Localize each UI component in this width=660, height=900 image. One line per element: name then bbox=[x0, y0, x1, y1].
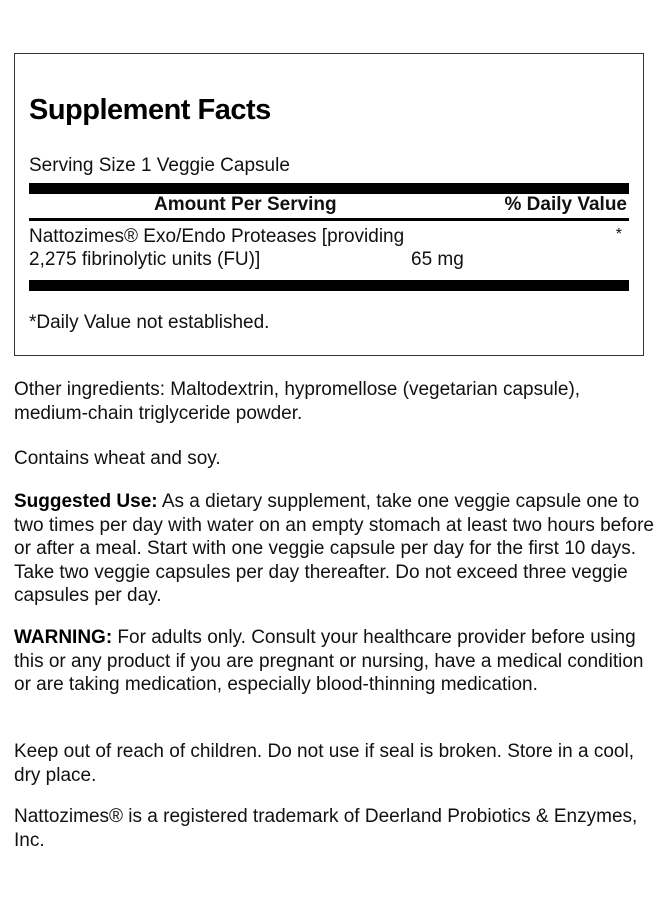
suggested-use-label: Suggested Use: bbox=[14, 491, 158, 512]
divider-thick-bottom bbox=[29, 280, 629, 291]
warning bbox=[14, 626, 654, 697]
divider-thin bbox=[29, 218, 629, 221]
warning-text: For adults only. Consult your healthcare provider before using this or any product if you are pregnant or nursing, have a medical condition or are taking medication, especially blood-thinning medication. bbox=[14, 627, 644, 695]
divider-thick-top bbox=[29, 183, 629, 194]
daily-value-header: % Daily Value bbox=[504, 194, 627, 215]
ingredient-daily-value: * bbox=[615, 226, 622, 243]
ingredient-amount: 65 mg bbox=[411, 249, 464, 270]
serving-size: Serving Size 1 Veggie Capsule bbox=[29, 155, 290, 176]
suggested-use bbox=[14, 490, 654, 608]
daily-value-footnote: *Daily Value not established. bbox=[29, 312, 270, 333]
ingredient-name-line2: 2,275 fibrinolytic units (FU)] bbox=[29, 249, 261, 270]
supplement-facts-panel bbox=[14, 53, 644, 356]
ingredient-name-line1: Nattozimes® Exo/Endo Proteases [providing bbox=[29, 226, 405, 247]
facts-title: Supplement Facts bbox=[29, 94, 271, 126]
suggested-use-text: As a dietary supplement, take one veggie capsule one to two times per day with water on an empty stomach at least two hours before or after a meal. Start with one veggie capsule per day for the first 10 days. Take two veggie capsules per day thereafter. Do not exceed three veggie capsules per day. bbox=[14, 491, 654, 606]
warning-label: WARNING: bbox=[14, 627, 113, 648]
storage-instructions: Keep out of reach of children. Do not use if seal is broken. Store in a cool, dry place. bbox=[14, 741, 634, 786]
allergen-statement: Contains wheat and soy. bbox=[14, 448, 221, 469]
other-ingredients: Other ingredients: Maltodextrin, hypromellose (vegetarian capsule), medium-chain triglyceride powder. bbox=[14, 379, 581, 424]
amount-per-serving-header: Amount Per Serving bbox=[154, 194, 337, 215]
trademark-notice: Nattozimes® is a registered trademark of Deerland Probiotics & Enzymes, Inc. bbox=[14, 806, 638, 851]
